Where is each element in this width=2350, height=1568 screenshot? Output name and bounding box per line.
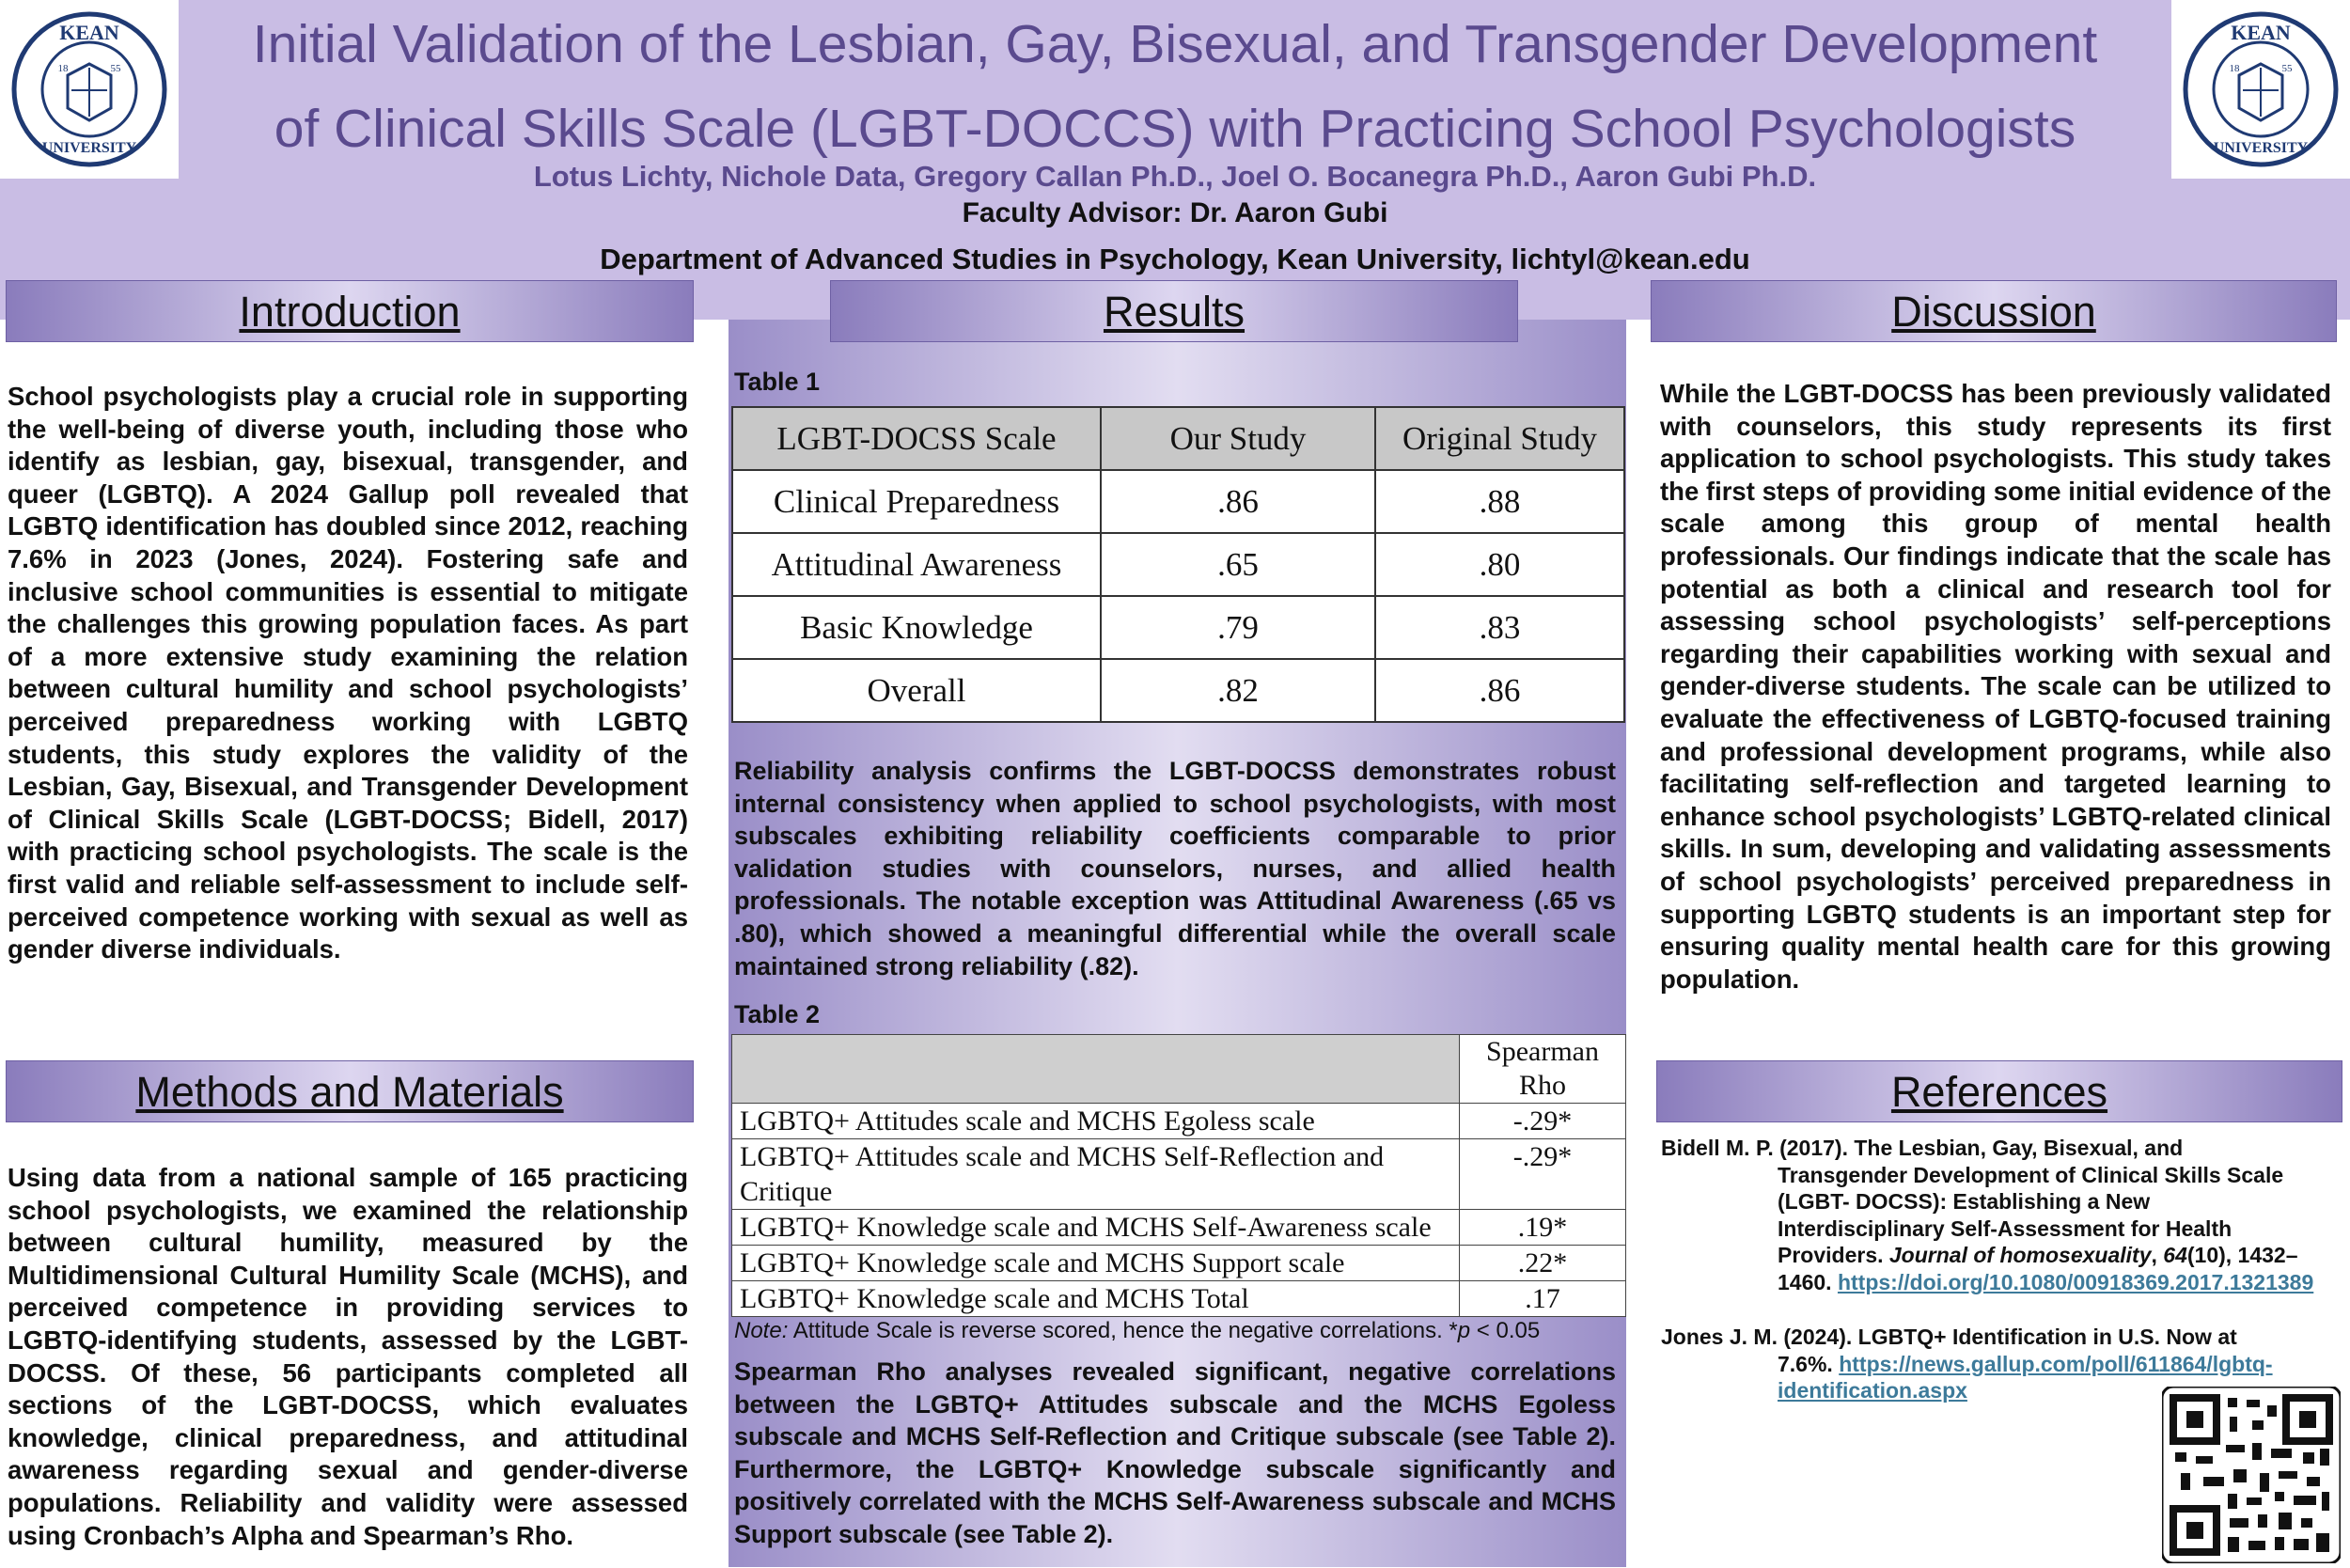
- table-cell: Basic Knowledge: [732, 596, 1101, 659]
- title-line-2: of Clinical Skills Scale (LGBT-DOCCS) with Practicing School Psychologists: [274, 99, 2076, 159]
- gallup-link[interactable]: https://news.gallup.com/poll/611864/lgbtq-identification.aspx: [1778, 1351, 2273, 1403]
- table-cell: .86: [1101, 470, 1375, 533]
- reference-pages: (10), 1432–1460.: [1778, 1243, 2298, 1294]
- table-row: [732, 533, 1624, 596]
- table-cell: .83: [1375, 596, 1624, 659]
- reference-rest: 7.6%.: [1778, 1351, 1840, 1376]
- table-header-cell: LGBT-DOCSS Scale: [732, 407, 1101, 470]
- table-row: [732, 470, 1624, 533]
- table1-caption: Table 1: [734, 368, 821, 396]
- seal-year-left: 18: [57, 63, 69, 74]
- reference-first-line: Jones J. M. (2024). LGBTQ+ Identification in U.S. Now at: [1661, 1325, 2237, 1349]
- table2-caption: Table 2: [734, 1000, 821, 1028]
- results-heading: Results: [830, 280, 1518, 342]
- table-header-cell: Our Study: [1101, 407, 1375, 470]
- table-cell: .80: [1375, 533, 1624, 596]
- table-row: [732, 659, 1624, 722]
- table2-note: [734, 1318, 1540, 1344]
- reference-body: [1661, 1162, 2319, 1296]
- reference-first-line: Bidell M. P. (2017). The Lesbian, Gay, Bisexual, and: [1661, 1136, 2184, 1160]
- table-cell: LGBTQ+ Knowledge scale and MCHS Self-Awareness scale: [732, 1210, 1460, 1246]
- seal-bottom-text: UNIVERSITY: [41, 140, 137, 156]
- qr-code-icon[interactable]: [2162, 1387, 2341, 1563]
- note-text: Attitude Scale is reverse scored, hence the negative correlations. *: [788, 1318, 1458, 1343]
- table-header-cell: Spearman Rho: [1460, 1035, 1626, 1104]
- note-end: < 0.05: [1470, 1318, 1541, 1343]
- doi-link[interactable]: https://doi.org/10.1080/00918369.2017.1321389: [1837, 1269, 2314, 1294]
- table-cell: .88: [1375, 470, 1624, 533]
- table-cell: Attitudinal Awareness: [732, 533, 1101, 596]
- reference-sep: ,: [2151, 1243, 2164, 1267]
- university-seal-icon: [2181, 9, 2341, 169]
- methods-text: Using data from a national sample of 165 practicing school psychologists, we examined the relationship between cultural humility, measured by the Multidimensional Cultural Humility Scale (MCHS), and perceived competence in providing services to LGBTQ-identifying students, assessed by the LGBT-DOCSS. Of these, 56 participants completed all sections of the LGBT-DOCSS, which evaluates knowledge, clinical preparedness, and attitudinal awareness regarding sexual and gender-diverse populations. Reliability and validity were assessed using Cronbach’s Alpha and Spearman’s Rho.: [8, 1163, 688, 1550]
- qr-code-graphic: [2162, 1387, 2341, 1563]
- table-cell: Clinical Preparedness: [732, 470, 1101, 533]
- discussion-text: While the LGBT-DOCSS has been previously validated with counselors, this study represents its first application to school psychologists. This study takes the first steps of providing some initial evidence of the scale among this group of mental health professionals. Our findings indicate that the scale has potential as both a clinical and research tool for assessing school psychologists’ self-perceptions regarding their capabilities working with sexual and gender-diverse students. The scale can be utilized to evaluate the effectiveness of LGBTQ-focused training and professional development programs, while also facilitating self-reflection and targeted learning to enhance school psychologists’ LGBTQ-related clinical skills. In sum, developing and validating assessments of school psychologists’ perceived preparedness in supporting LGBTQ students is an important step for ensuring quality mental health care for this growing population.: [1660, 379, 2331, 994]
- reference-bidell: [1661, 1135, 2319, 1295]
- table-row: [732, 1210, 1626, 1246]
- table-row: [732, 1104, 1626, 1139]
- discussion-heading: Discussion: [1651, 280, 2337, 342]
- kean-logo-left: [0, 0, 179, 179]
- table-header-cell: [732, 1035, 1460, 1104]
- reference-rest: Transgender Development of Clinical Skills Scale (LGBT- DOCSS): Establishing a New Interdisciplinary Self-Assessment for Health Providers.: [1778, 1162, 2284, 1267]
- reference-volume: 64: [2163, 1243, 2187, 1267]
- department-affiliation: Department of Advanced Studies in Psychology, Kean University, lichtyl@kean.edu: [600, 243, 1750, 275]
- introduction-text: School psychologists play a crucial role in supporting the well-being of diverse youth, including those who identify as lesbian, gay, bisexual, transgender, and queer (LGBTQ). A 2024 Gallup poll revealed that LGBTQ identification has doubled since 2012, reaching 7.6% in 2023 (Jones, 2024). Fostering safe and inclusive school communities is essential to mitigate the challenges this growing population faces. As part of a more extensive study examining the relation between cultural humility and school psychologists’ perceived preparedness working with LGBTQ students, this study explores the validity of the Lesbian, Gay, Bisexual, and Transgender Development of Clinical Skills Scale (LGBT-DOCSS; Bidell, 2017) with practicing school psychologists. The scale is the first valid and reliable self-assessment to include self-perceived competence working with sexual as well as gender diverse individuals.: [8, 382, 688, 964]
- table-row: [732, 1246, 1626, 1281]
- seal-top-text: KEAN: [59, 21, 119, 44]
- title-line-1: Initial Validation of the Lesbian, Gay, Bisexual, and Transgender Development: [252, 14, 2098, 74]
- reference-journal: Journal of homosexuality: [1888, 1243, 2152, 1267]
- table-cell: .19*: [1460, 1210, 1626, 1246]
- university-seal-icon: [9, 9, 169, 169]
- table-cell: .22*: [1460, 1246, 1626, 1281]
- table-header-cell: Original Study: [1375, 407, 1624, 470]
- faculty-advisor: Faculty Advisor: Dr. Aaron Gubi: [962, 197, 1388, 228]
- references-heading: References: [1656, 1060, 2342, 1122]
- table-cell: .17: [1460, 1281, 1626, 1317]
- table-cell: .82: [1101, 659, 1375, 722]
- seal-bottom-text: UNIVERSITY: [2213, 140, 2309, 156]
- table-cell: LGBTQ+ Knowledge scale and MCHS Support scale: [732, 1246, 1460, 1281]
- table-row: [732, 596, 1624, 659]
- seal-year-left: 18: [2229, 63, 2240, 74]
- seal-top-text: KEAN: [2231, 21, 2291, 44]
- table-cell: .86: [1375, 659, 1624, 722]
- reliability-table: [731, 406, 1625, 723]
- table-header-row: [732, 1035, 1626, 1104]
- table-cell: -.29*: [1460, 1104, 1626, 1139]
- table-cell: -.29*: [1460, 1139, 1626, 1210]
- authors: Lotus Lichty, Nichole Data, Gregory Callan Ph.D., Joel O. Bocanegra Ph.D., Aaron Gubi Ph.D.: [533, 160, 1817, 193]
- seal-year-right: 55: [2281, 63, 2293, 74]
- poster-title: [183, 2, 2167, 171]
- table-row: [732, 1281, 1626, 1317]
- results-paragraph-1: Reliability analysis confirms the LGBT-DOCSS demonstrates robust internal consistency when applied to school psychologists, with most subscales exhibiting reliability coefficients comparable to prior validation studies with counselors, nurses, and allied health professionals. The notable exception was Attitudinal Awareness (.65 vs .80), which showed a meaningful differential while the overall scale maintained strong reliability (.82).: [734, 757, 1616, 980]
- table-cell: Overall: [732, 659, 1101, 722]
- introduction-heading: Introduction: [6, 280, 694, 342]
- note-p: p: [1457, 1318, 1471, 1343]
- table-cell: .79: [1101, 596, 1375, 659]
- methods-heading: Methods and Materials: [6, 1060, 694, 1122]
- correlation-table: [731, 1034, 1626, 1317]
- table-cell: LGBTQ+ Attitudes scale and MCHS Egoless scale: [732, 1104, 1460, 1139]
- table-header-row: [732, 407, 1624, 470]
- table-cell: .65: [1101, 533, 1375, 596]
- results-paragraph-2: Spearman Rho analyses revealed significant, negative correlations between the LGBTQ+ Attitudes subscale and the MCHS Egoless subscale and MCHS Self-Reflection and Critique subscale (see Table 2). Furthermore, the LGBTQ+ Knowledge subscale significantly and positively correlated with the MCHS Self-Awareness subscale and MCHS Support subscale (see Table 2).: [734, 1357, 1616, 1548]
- kean-logo-right: [2171, 0, 2350, 179]
- poster-header: [0, 0, 2350, 320]
- seal-year-right: 55: [110, 63, 121, 74]
- table-cell: LGBTQ+ Knowledge scale and MCHS Total: [732, 1281, 1460, 1317]
- table-row: [732, 1139, 1626, 1210]
- table-cell: LGBTQ+ Attitudes scale and MCHS Self-Reflection and Critique: [732, 1139, 1460, 1210]
- note-label: Note:: [734, 1318, 789, 1343]
